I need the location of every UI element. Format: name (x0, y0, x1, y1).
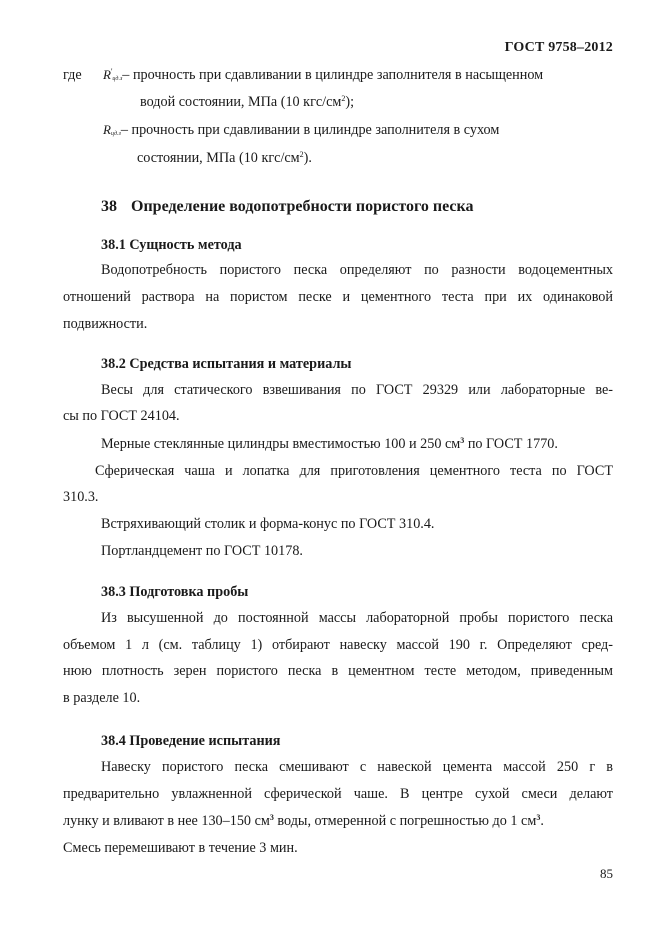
paragraph-line: сы по ГОСТ 24104. (63, 408, 180, 424)
paragraph-line: предварительно увлажненной сферической чаше. В центре сухой смеси делают (63, 786, 613, 802)
definition-1-line-2: водой состоянии, МПа (10 кгс/$см^2$); (140, 94, 355, 110)
subsection-title-38-2: 38.2 Средства испытания и материалы (101, 356, 352, 372)
paragraph-line: Из высушенной до постоянной массы лабораторной пробы пористого песка (101, 610, 613, 626)
superscript-3: 3 (536, 813, 541, 822)
superscript-3: 3 (460, 436, 465, 445)
paragraph-line: Мерные стеклянные цилиндры вместимостью 100 и 250 $см^3$ по ГОСТ 1770. (101, 436, 558, 452)
paragraph-line: Встряхивающий столик и форма-конус по ГОСТ 310.4. (101, 516, 435, 532)
definition-2-text: – прочность при сдавливании в цилиндре заполнителя в сухом (120, 122, 500, 138)
definition-1-line-1 (103, 68, 543, 82)
symbol-subscript: цд.з (110, 131, 121, 137)
subsection-title-38-3: 38.3 Подготовка пробы (101, 584, 249, 600)
section-number: 38 (101, 198, 117, 215)
section-title: Определение водопотребности пористого песка (131, 198, 474, 215)
definition-2-line-2: состоянии, МПа (10 кгс/$см^2$). (137, 150, 312, 166)
subsection-title-38-1: 38.1 Сущность метода (101, 237, 242, 253)
paragraph-line: Водопотребность пористого песка определяют по разности водоцементных (101, 262, 613, 278)
section-heading (101, 198, 473, 216)
paragraph-line: 310.3. (63, 489, 99, 505)
paragraph-line: Весы для статического взвешивания по ГОСТ 29329 или лабораторные ве- (101, 382, 613, 398)
r-prime-symbol: R (103, 67, 111, 82)
definition-2-line-1 (103, 123, 499, 137)
superscript-3: 3 (269, 813, 274, 822)
paragraph-line: лунку и вливают в нее 130–150 $см^3$ воды, отмеренной с погрешностью до 1 $см^3$. (63, 813, 544, 829)
paragraph-line: отношений раствора на пористом песке и цементного теста при их одинаковой (63, 289, 613, 305)
where-label: где (63, 67, 82, 83)
paragraph-line: Портландцемент по ГОСТ 10178. (101, 543, 303, 559)
paragraph-line: Смесь перемешивают в течение 3 мин. (63, 840, 298, 856)
paragraph-line: объемом 1 л (см. таблицу 1) отбирают навеску массой 190 г. Определяют сред- (63, 637, 613, 653)
r-symbol: R (103, 122, 111, 137)
document-code-header: ГОСТ 9758–2012 (504, 40, 613, 55)
symbol-subscript: цд.з (112, 76, 123, 82)
paragraph-line: Навеску пористого песка смешивают с навеской цемента массой 250 г в (101, 759, 613, 775)
page-number: 85 (600, 866, 613, 881)
definition-1-text: – прочность при сдавливании в цилиндре заполнителя в насыщенном (122, 67, 544, 83)
paragraph-line: нюю плотность зерен пористого песка в цементном тесте методом, приведенным (63, 663, 613, 679)
paragraph-line: в разделе 10. (63, 690, 141, 706)
subsection-title-38-4: 38.4 Проведение испытания (101, 733, 281, 749)
paragraph-line: подвижности. (63, 316, 148, 332)
paragraph-line: Сферическая чаша и лопатка для приготовления цементного теста по ГОСТ (95, 463, 613, 479)
prime-mark: ' (110, 67, 113, 76)
superscript-2: 2 (299, 150, 304, 159)
superscript-2: 2 (341, 94, 346, 103)
